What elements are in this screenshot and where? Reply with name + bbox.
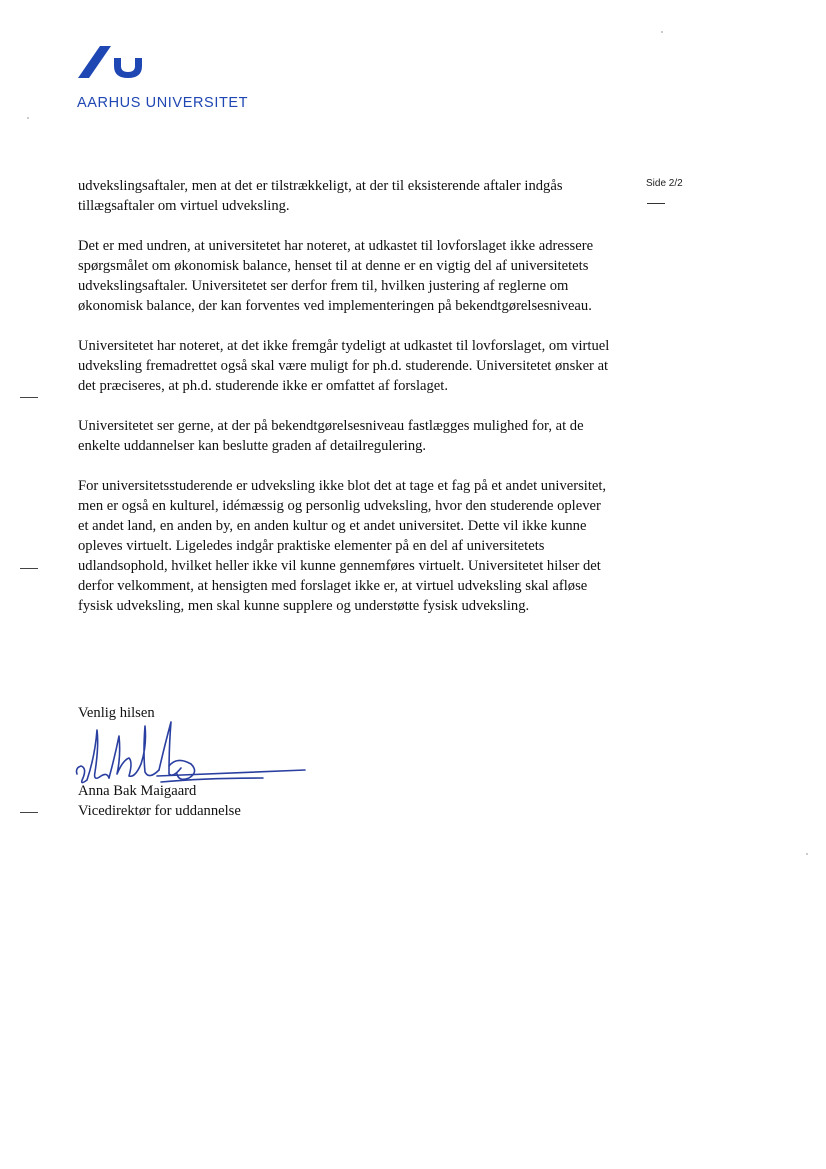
- closing-greeting: Venlig hilsen: [78, 705, 155, 721]
- signer-name: Anna Bak Maigaard: [78, 783, 197, 799]
- body-paragraph: udvekslingsaftaler, men at det er tilstrækkeligt, at der til eksisterende aftaler indgås tillægsaftaler om virtuel udveksling.: [78, 178, 563, 214]
- scan-speck: [27, 117, 29, 119]
- body-paragraph: Universitetet ser gerne, at der på bekendtgørelsesniveau fastlægges mulighed for, at de enkelte uddannelser kan beslutte graden af detailregulering.: [78, 418, 584, 454]
- fold-mark-top: [20, 397, 38, 398]
- body-paragraph: For universitetsstuderende er udveksling ikke blot det at tage et fag på et andet universitet, men er også en kulturel, idémæssig og personlig udveksling, hvor den studerende oplever et andet land, en anden by, en anden kultur og et andet universitet. Dette vil ikke kunne opleves virtuelt. Ligeledes indgår praktiske elementer på en del af universitetets udlandsophold, hvilket heller ikke vil kunne gennemføres virtuelt. Universitetet hilser det derfor velkomment, at hensigten med forslaget ikke er, at virtuel udveksling skal afløse fysisk udveksling, men skal kunne supplere og understøtte fysisk udveksling.: [78, 478, 607, 614]
- fold-mark-bottom: [20, 812, 38, 813]
- scan-speck: [661, 31, 663, 33]
- page-number-rule: [647, 203, 665, 204]
- letter-body: [78, 176, 610, 636]
- fold-mark-middle: [20, 568, 38, 569]
- scan-speck: [806, 853, 808, 855]
- aarhus-university-logo: [76, 44, 146, 80]
- body-paragraph: Det er med undren, at universitetet har noteret, at udkastet til lovforslaget ikke adressere spørgsmålet om økonomisk balance, henset til at denne er en vigtig del af universitetets udvekslingsaftaler. Universitetet ser derfor frem til, hvilken justering af reglerne om økonomisk balance, der kan forventes ved implementeringen på bekendtgørelsesniveau.: [78, 238, 594, 314]
- signer-title: Vicedirektør for uddannelse: [78, 803, 241, 819]
- body-paragraph: Universitetet har noteret, at det ikke fremgår tydeligt at udkastet til lovforslaget, om virtuel udveksling fremadrettet også skal være muligt for ph.d. studerende. Universitetet ønsker at det præciseres, at ph.d. studerende ikke er omfattet af forslaget.: [78, 338, 610, 394]
- page-number: Side 2/2: [646, 178, 683, 189]
- handwritten-signature: [73, 716, 313, 806]
- university-name: AARHUS UNIVERSITET: [77, 95, 249, 111]
